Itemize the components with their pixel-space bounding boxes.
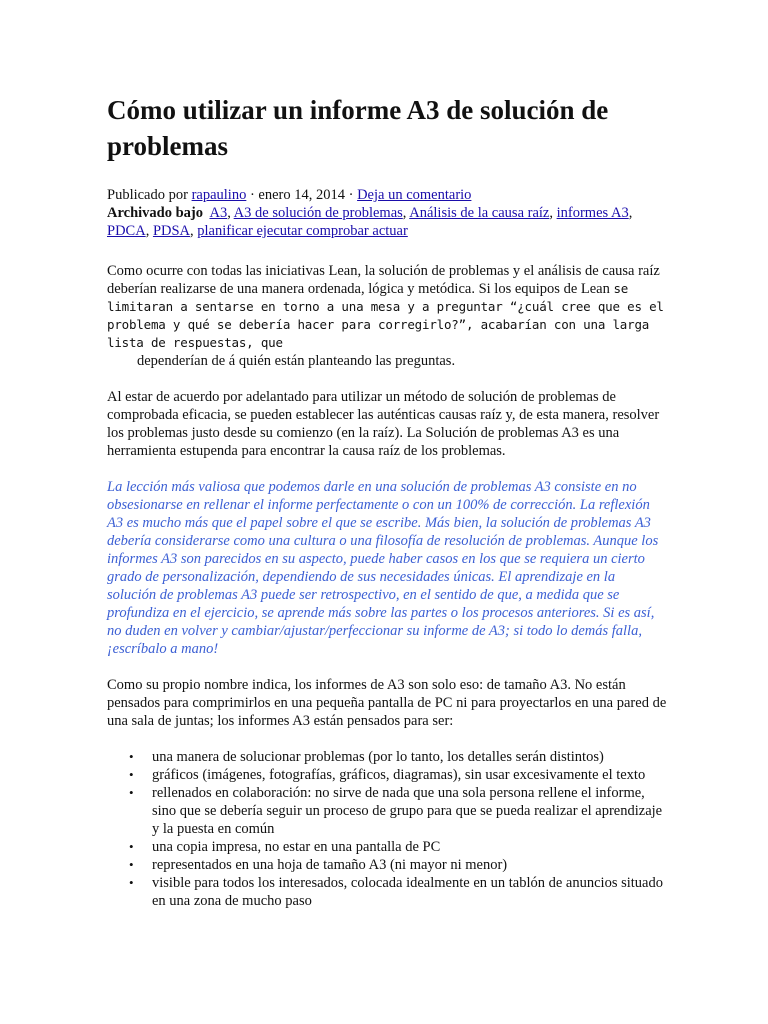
bullet-icon: • xyxy=(129,857,134,872)
post-date: · enero 14, 2014 · xyxy=(246,187,358,203)
bullet-list xyxy=(107,748,667,910)
bullet-icon: • xyxy=(129,785,134,800)
tag-link[interactable]: PDCA xyxy=(107,223,146,239)
list-item-text: visible para todos los interesados, colocada idealmente en un tablón de anuncios situado en una zona de mucho paso xyxy=(152,875,663,909)
paragraph-method: Al estar de acuerdo por adelantado para utilizar un método de solución de problemas de comprobada eficacia, se pueden establecer las auténticas causas raíz y, de esta manera, resolver los problemas justo desde su comienzo (en la raíz). La Solución de problemas A3 es una herramienta estupenda para encontrar la causa raíz de los problemas. xyxy=(107,389,660,459)
paragraph-intro-text: Como ocurre con todas las iniciativas Lean, la solución de problemas y el análisis de causa raíz deberían realizarse de una manera ordenada, lógica y metódica. Si los equipos de Lean xyxy=(107,263,660,297)
paragraph-intro-mono: se limitaran a sentarse en torno a una mesa y a preguntar “¿cuál cree que es el problema y qué se debería hacer para corregirlo?”, acabarían con una larga lista de respuestas, que xyxy=(107,281,664,350)
paragraph-intro-end: dependerían de á quién están planteando las preguntas. xyxy=(137,353,456,369)
author-link[interactable]: rapaulino xyxy=(191,187,247,203)
article xyxy=(107,92,667,910)
bullet-icon: • xyxy=(129,749,134,764)
tag-link[interactable]: A3 xyxy=(209,205,228,221)
filed-under: Archivado bajo A3, A3 de solución de problemas, Análisis de la causa raíz, informes A3, PDCA, PDSA, planificar ejecutar comprobar actuar xyxy=(107,205,633,239)
list-item xyxy=(107,838,667,856)
bullet-icon: • xyxy=(129,839,134,854)
paragraph-intro xyxy=(107,262,667,370)
highlighted-quote: La lección más valiosa que podemos darle en una solución de problemas A3 consiste en no obsesionarse en rellenar el informe perfectamente o con un 100% de corrección. La reflexión A3 es mucho más que el papel sobre el que se escribe. Más bien, la solución de problemas A3 debería considerarse como una cultura o una filosofía de resolución de problemas. Aunque los informes A3 son parecidos en su aspecto, puede haber casos en los que se requiera un cierto grado de personalización, dependiendo de sus necesidades únicas. El aprendizaje en la solución de problemas A3 puede ser retrospectivo, en el sentido de que, a medida que se profundiza en el ejercicio, se aprende más sobre las partes o los procesos anteriores. Si es así, no duden en volver y cambiar/ajustar/perfeccionar su informe de A3; si todo lo demás falla, ¡escríbalo a mano! xyxy=(107,479,659,657)
list-item xyxy=(107,766,667,784)
tag-link[interactable]: A3 de solución de problemas xyxy=(233,205,403,221)
list-item-text: una manera de solucionar problemas (por lo tanto, los detalles serán distintos) xyxy=(152,749,604,765)
article-title: Cómo utilizar un informe A3 de solución de problemas xyxy=(107,95,609,161)
comment-link[interactable]: Deja un comentario xyxy=(357,187,472,203)
tag-link[interactable]: informes A3 xyxy=(556,205,629,221)
tag-link[interactable]: Análisis de la causa raíz xyxy=(409,205,550,221)
tag-link[interactable]: PDSA xyxy=(152,223,191,239)
bullet-icon: • xyxy=(129,767,134,782)
list-item xyxy=(107,748,667,766)
filed-under-label: Archivado bajo xyxy=(107,205,204,221)
list-item xyxy=(107,874,667,910)
post-meta xyxy=(107,186,667,240)
tag-link[interactable]: planificar ejecutar comprobar actuar xyxy=(197,223,408,239)
bullet-icon: • xyxy=(129,875,134,890)
list-item xyxy=(107,784,667,838)
list-item-text: gráficos (imágenes, fotografías, gráficos, diagramas), sin usar excesivamente el texto xyxy=(152,767,646,783)
byline xyxy=(107,186,667,204)
list-item-text: una copia impresa, no estar en una pantalla de PC xyxy=(152,839,441,855)
paragraph-a3-size: Como su propio nombre indica, los informes de A3 son solo eso: de tamaño A3. No están pensados para comprimirlos en una pequeña pantalla de PC ni para proyectarlos en una pared de una sala de juntas; los informes A3 están pensados para ser: xyxy=(107,677,667,729)
list-item xyxy=(107,856,667,874)
published-prefix: Publicado por xyxy=(107,187,192,203)
list-item-text: representados en una hoja de tamaño A3 (ni mayor ni menor) xyxy=(152,857,508,873)
list-item-text: rellenados en colaboración: no sirve de nada que una sola persona rellene el informe, sino que se debería seguir un proceso de grupo para que se pueda realizar el aprendizaje y la puesta en común xyxy=(152,785,663,837)
